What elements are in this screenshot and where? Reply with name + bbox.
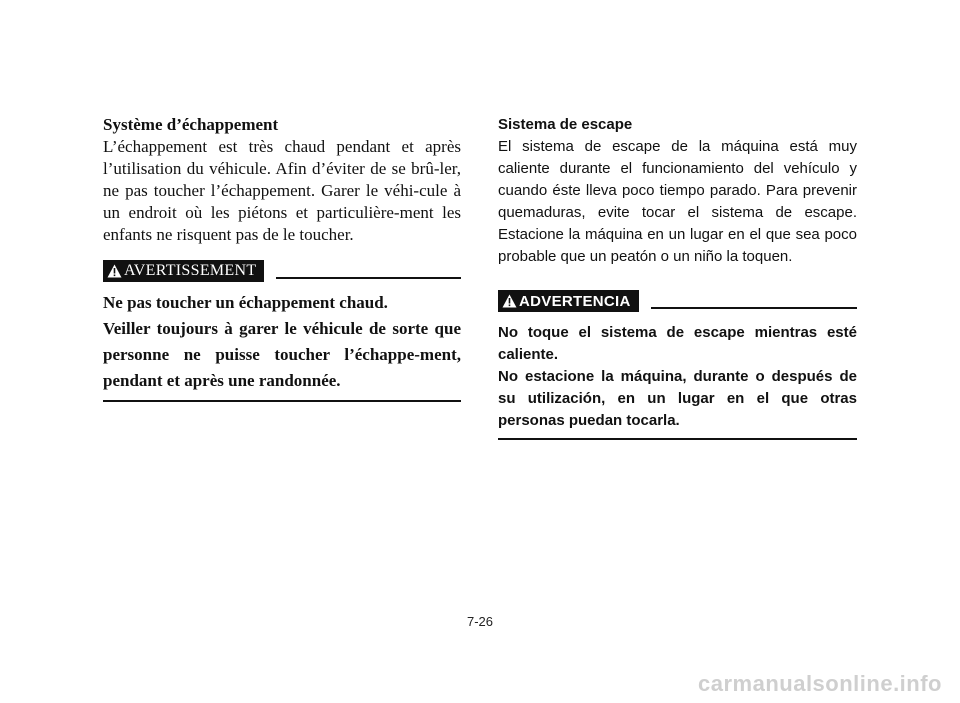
french-warning-text-2: Veiller toujours à garer le véhicule de sorte que personne ne puisse toucher l’échappe-ment, pendant et après une randonnée.: [103, 319, 461, 390]
spanish-warning-divider: [651, 307, 857, 309]
spanish-body: El sistema de escape de la máquina está muy caliente durante el funcionamiento del vehículo y cuando éste lleva poco tiempo parado. Para prevenir quemaduras, evite tocar el sistema de escape. Estacione la máquina en un lugar en el que sea poco probable que un peatón o un niño la toquen.: [498, 138, 857, 265]
spanish-warning-label: ADVERTENCIA: [519, 292, 631, 310]
watermark: carmanualsonline.info: [698, 671, 942, 696]
french-warning-text-1: Ne pas toucher un échappement chaud.: [103, 293, 388, 312]
page-number: 7-26: [466, 614, 494, 629]
spanish-warning-text-1: No toque el sistema de escape mientras esté caliente.: [498, 324, 857, 363]
french-warning-divider: [276, 277, 461, 279]
french-column: [103, 114, 461, 402]
spanish-warning-badge: [498, 290, 639, 312]
warning-triangle-icon: [107, 264, 122, 278]
french-warning-end-rule: [103, 400, 461, 402]
warning-triangle-icon: [502, 294, 517, 308]
french-warning-header: [103, 260, 461, 282]
french-heading: Système d’échappement: [103, 115, 279, 134]
spanish-warning-end-rule: [498, 438, 857, 440]
spanish-warning-text-2: No estacione la máquina, durante o después de su utilización, en un lugar en el que otras personas puedan tocarla.: [498, 368, 857, 429]
spanish-heading: Sistema de escape: [498, 116, 633, 133]
french-body: L’échappement est très chaud pendant et après l’utilisation du véhicule. Afin d’éviter de se brû-ler, ne pas toucher l’échappement. Garer le véhi-cule à un endroit où les piétons et particulière-ment les enfants ne risquent pas de le toucher.: [103, 137, 461, 244]
spanish-column: [498, 114, 857, 440]
french-warning-label: AVERTISSEMENT: [124, 262, 257, 279]
spanish-warning-header: [498, 290, 857, 312]
french-warning-badge: [103, 260, 264, 282]
